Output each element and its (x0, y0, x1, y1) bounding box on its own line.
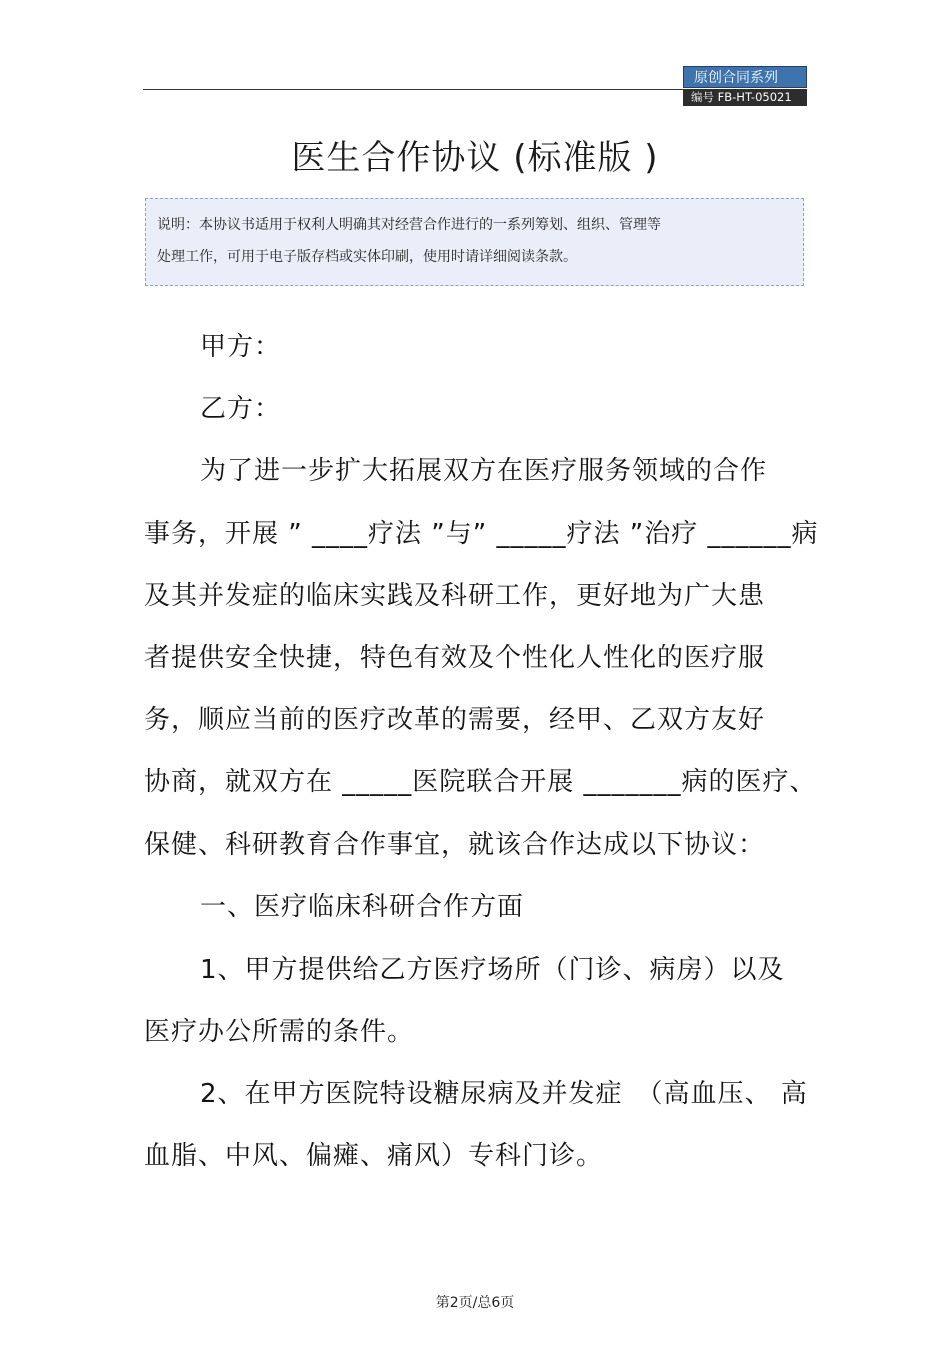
description-line-1: 说明：本协议书适用于权利人明确其对经营合作进行的一系列筹划、组织、管理等 (157, 217, 661, 233)
page-indicator: 第2页/总6页 (435, 1295, 515, 1311)
clause-line: 2、在甲方医院特设糖尿病及并发症 （高血压、 高 (200, 1079, 808, 1109)
series-badge (683, 66, 807, 106)
paragraph-line: 务，顺应当前的医疗改革的需要，经甲、乙双方友好 (144, 705, 766, 735)
paragraph-line: 事务，开展 ” ____疗法 ”与” _____疗法 ”治疗 ______病 (144, 519, 819, 549)
paragraph-line: 为了进一步扩大拓展双方在医疗服务领域的合作 (200, 456, 768, 486)
document-title: 医生合作协议 (标准版 ) (291, 138, 659, 178)
document-code: 编号 FB-HT-05021 (683, 89, 807, 106)
party-a-label: 甲方： (200, 332, 282, 362)
paragraph-line: 保健、科研教育合作事宜，就该合作达成以下协议： (144, 830, 766, 860)
series-label: 原创合同系列 (683, 66, 807, 88)
clause-line: 1、甲方提供给乙方医疗场所（门诊、病房）以及 (200, 955, 785, 985)
paragraph-line: 及其并发症的临床实践及科研工作，更好地为广大患 (144, 581, 766, 611)
paragraph-line: 者提供安全快捷，特色有效及个性化人性化的医疗服 (144, 643, 766, 673)
clause-line: 医疗办公所需的条件。 (144, 1017, 415, 1047)
party-b-label: 乙方： (200, 394, 282, 424)
description-box (145, 198, 804, 286)
header-rule (143, 89, 683, 90)
clause-line: 血脂、中风、偏瘫、痛风）专科门诊。 (144, 1141, 604, 1171)
description-line-2: 处理工作，可用于电子版存档或实体印刷，使用时请详细阅读条款。 (157, 249, 577, 265)
paragraph-line: 协商，就双方在 _____医院联合开展 _______病的医疗、 (144, 767, 817, 797)
section-heading: 一、医疗临床科研合作方面 (200, 892, 525, 922)
